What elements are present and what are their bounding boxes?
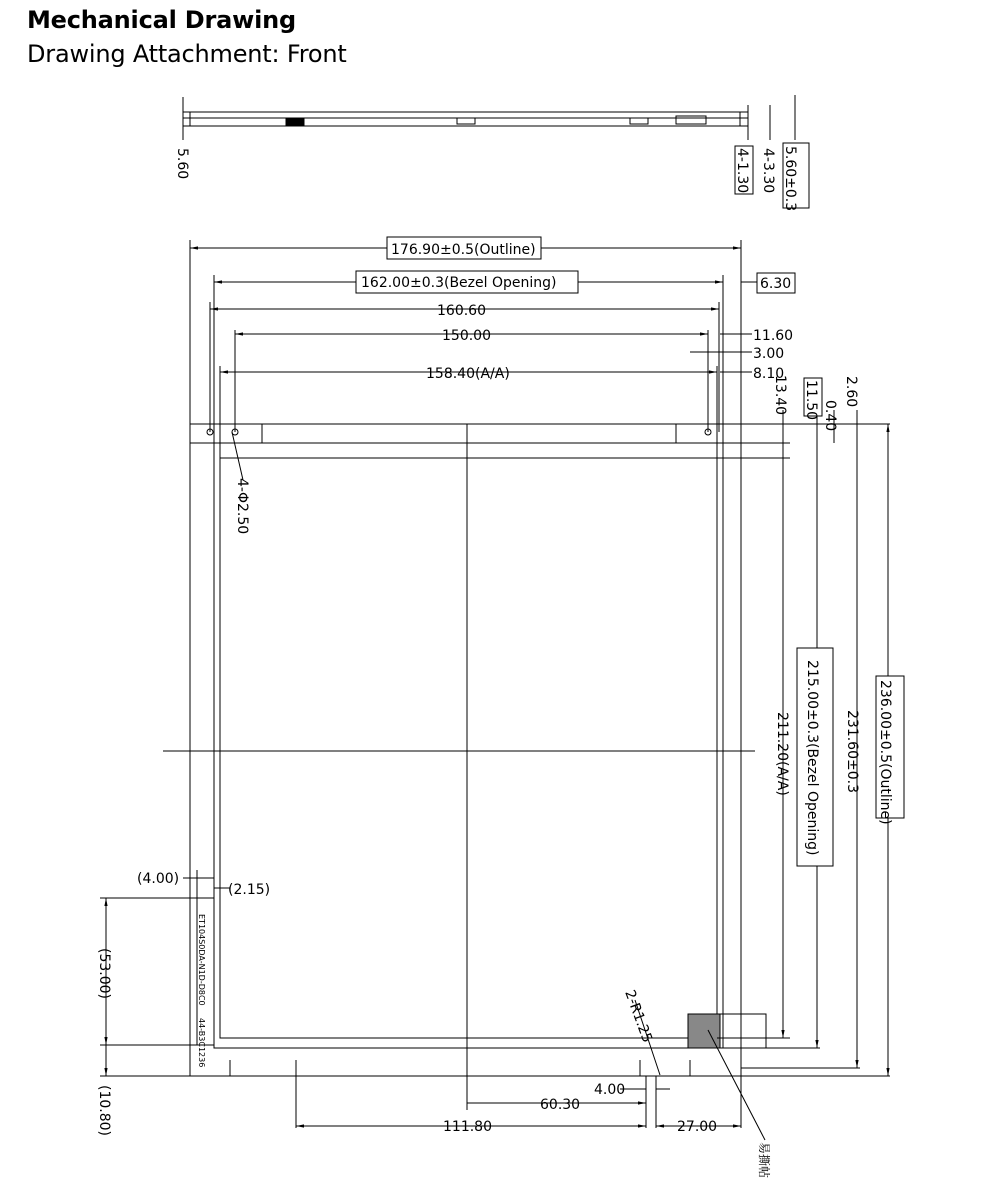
active-height-dim: 211.20(A/A) [774,712,790,796]
connector-block [286,119,304,125]
dim-4-00-left: (4.00) [137,871,180,887]
dim-2-60: 2.60 [843,376,859,408]
side-view [183,95,795,140]
dim-8-10: 8.10 [753,366,785,382]
dim-0-40: 0.40 [822,400,838,432]
dim-3-00: 3.00 [753,346,785,362]
top-left-ear [190,424,262,443]
dim-11-50: 11.50 [803,380,819,421]
dim-53-00: (53.00) [96,948,112,1000]
left-dimension-lines [106,432,243,1076]
dim-4-00-bottom: 4.00 [594,1082,626,1098]
outline-width-dim: 176.90±0.5(Outline) [391,242,536,258]
bottom-right-tab [640,1060,690,1076]
active-width-dim: 158.40(A/A) [426,366,510,382]
outline-rect [190,424,741,1076]
dim-11-60: 11.60 [753,328,794,344]
side-dim-2: 4-3.30 [760,148,776,194]
bezel-height-dim: 215.00±0.3(Bezel Opening) [804,660,820,856]
part-label: ET104S0DA-N1D-D8C0 [197,914,206,1006]
bezel-opening-rect [214,443,723,1048]
dim-111-80: 111.80 [443,1119,492,1135]
dim-13-40: 13.40 [772,375,788,416]
bottom-left-tab [230,1060,296,1076]
part-label-2: 44-B3C1236 [197,1018,206,1068]
dim-231-60: 231.60±0.3 [844,710,860,793]
dim-2-15: (2.15) [228,882,271,898]
side-thickness-label: 5.60 [174,148,190,180]
side-tab-2 [630,118,648,124]
hole-pitch-dim: 150.00 [442,328,491,344]
fpc-note: 易撕帖 [757,1142,771,1179]
dim-10-80: (10.80) [96,1085,112,1137]
active-area-rect [220,458,717,1038]
dim-27-00: 27.00 [677,1119,718,1135]
page-subtitle: Drawing Attachment: Front [27,40,347,68]
bezel-width-dim: 162.00±0.3(Bezel Opening) [361,275,557,291]
dim-6-30: 6.30 [760,276,792,292]
side-dim-3: 5.60±0.3 [782,146,798,212]
radius-note: 2-R1.25 [621,987,656,1045]
dim-60-30: 60.30 [540,1097,581,1113]
hole-note: 4-Φ2.50 [234,478,250,535]
page-title: Mechanical Drawing [27,6,297,34]
side-tab-1 [457,118,475,124]
dim-160-60: 160.60 [437,303,486,319]
side-tab-3 [676,116,706,124]
side-dim-1: 4-1.30 [734,148,750,194]
outline-height-dim: 236.00±0.5(Outline) [877,680,893,825]
